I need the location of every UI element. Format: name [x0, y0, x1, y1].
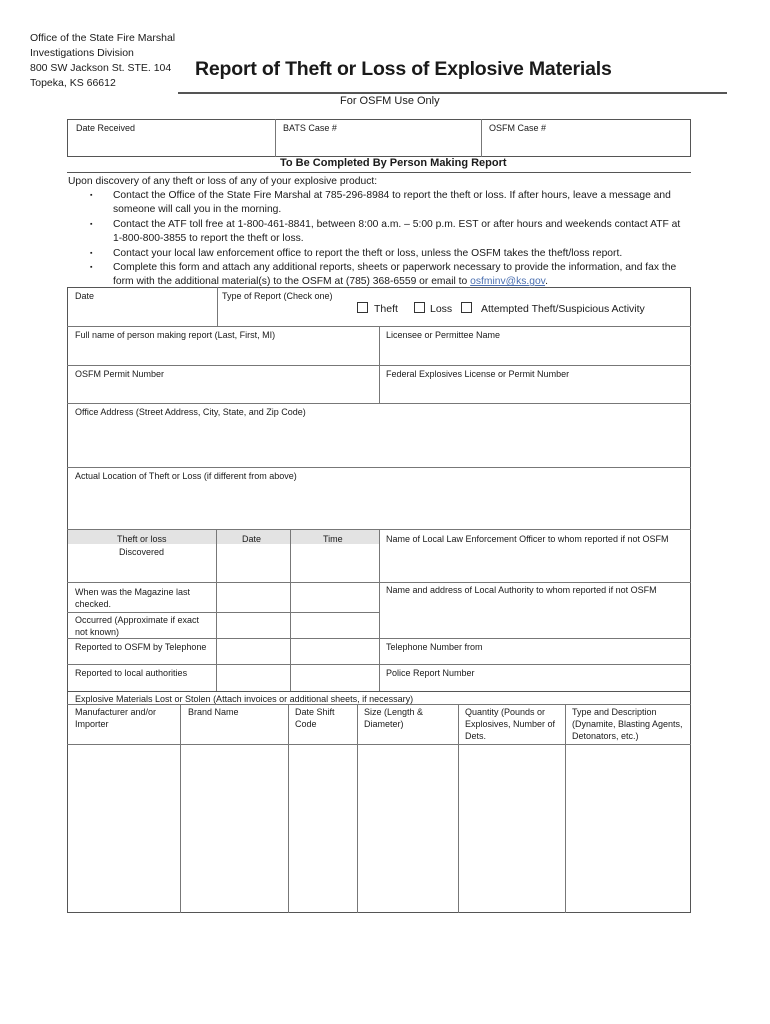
divider [67, 638, 691, 639]
type-description-cell[interactable] [568, 748, 688, 910]
federal-license-label: Federal Explosives License or Permit Number [386, 369, 570, 379]
bullet-icon: ▪ [90, 192, 93, 199]
reported-osfm-time-field[interactable] [294, 641, 375, 661]
office-address-field[interactable] [72, 420, 686, 464]
divider [379, 530, 380, 692]
bats-case-label: BATS Case # [283, 123, 337, 133]
reported-local-label: Reported to local authorities [75, 668, 188, 678]
police-report-field[interactable] [480, 667, 686, 687]
discovered-time-field[interactable] [294, 546, 375, 580]
reported-osfm-label: Reported to OSFM by Telephone [75, 642, 207, 652]
date-label: Date [75, 291, 95, 301]
date-field[interactable] [72, 303, 212, 323]
office-address-label: Office Address (Street Address, City, State, and Zip Code) [75, 407, 306, 417]
instruction-text: Contact your local law enforcement office to report the theft or loss, unless the OSFM takes the theft/loss report. [113, 248, 623, 259]
col-date-label: Date [242, 534, 262, 544]
col-size: Size (Length & Diameter) [364, 707, 424, 729]
address-line: 800 SW Jackson St. STE. 104 [30, 62, 172, 74]
divider [67, 664, 691, 665]
address-line: Investigations Division [30, 47, 134, 59]
theft-label: Theft [374, 303, 398, 315]
divider [217, 287, 218, 327]
divider [458, 704, 459, 913]
email-tail: . [545, 276, 548, 288]
col-manufacturer: Manufacturer and/or Importer [75, 707, 157, 729]
divider [357, 704, 358, 913]
local-authority-label: Name and address of Local Authority to whom reported if not OSFM [386, 585, 657, 595]
magazine-checked-label: When was the Magazine last checked. [75, 587, 191, 609]
bats-case-field[interactable] [283, 140, 477, 154]
bullet-icon: ▪ [90, 221, 93, 228]
col-date-shift-code: Date Shift Code [295, 707, 335, 729]
telephone-from-label: Telephone Number from [386, 642, 483, 652]
osfm-permit-label: OSFM Permit Number [75, 369, 165, 379]
attempted-theft-checkbox[interactable] [461, 302, 472, 313]
col-quantity: Quantity (Pounds or Explosives, Number of Dets. [465, 707, 556, 741]
date-received-field[interactable] [76, 140, 270, 154]
bullet-icon: ▪ [90, 250, 93, 257]
theft-checkbox[interactable] [357, 302, 368, 313]
divider [275, 119, 276, 157]
divider [288, 704, 289, 913]
osfm-use-heading: For OSFM Use Only [340, 95, 440, 107]
divider [481, 119, 482, 157]
instruction-text [113, 261, 688, 289]
reported-local-time-field[interactable] [294, 667, 375, 687]
divider [67, 744, 691, 745]
divider [565, 704, 566, 913]
col-type-description: Type and Description (Dynamite, Blasting Agents, Detonators, etc.) [572, 707, 683, 741]
col-time-label: Time [323, 534, 343, 544]
reported-local-date-field[interactable] [220, 667, 286, 687]
licensee-label: Licensee or Permittee Name [386, 330, 501, 340]
date-received-label: Date Received [76, 123, 136, 133]
loss-label: Loss [430, 303, 453, 315]
materials-heading: Explosive Materials Lost or Stolen (Attach invoices or additional sheets, if necessary) [75, 694, 414, 704]
intro-text: Upon discovery of any theft or loss of any of your explosive product: [68, 176, 378, 187]
local-authority-field[interactable] [384, 598, 686, 634]
magazine-date-field[interactable] [220, 586, 286, 610]
telephone-from-field[interactable] [500, 641, 686, 661]
quantity-cell[interactable] [461, 748, 562, 910]
full-name-field[interactable] [72, 343, 374, 363]
osfm-case-field[interactable] [489, 140, 685, 154]
magazine-time-field[interactable] [294, 586, 375, 610]
attempted-theft-label: Attempted Theft/Suspicious Activity [481, 303, 645, 315]
instruction-text: Contact the Office of the State Fire Marshal at 785-296-8984 to report the theft or loss. If after hours, leave a message and someone will call you in the morning. [113, 190, 671, 216]
office-address-block [30, 31, 175, 91]
reported-osfm-date-field[interactable] [220, 641, 286, 661]
osfm-permit-field[interactable] [72, 382, 374, 402]
osfm-case-label: OSFM Case # [489, 123, 547, 133]
date-shift-code-cell[interactable] [291, 748, 354, 910]
divider [180, 704, 181, 913]
divider [67, 704, 691, 705]
instruction-text: Contact the ATF toll free at 1-800-461-8841, between 8:00 a.m. – 5:00 p.m. EST or after hours and weekends contact ATF at 1-800-800-3855 to report the theft or loss. [113, 219, 681, 245]
page-title: Report of Theft or Loss of Explosive Materials [195, 58, 612, 80]
instruction-body: Complete this form and attach any additional reports, sheets or paperwork necessary to provide the information, and fax the form with the additional material(s) to the OSFM at (785) 368-6559 or email to [113, 262, 677, 288]
theft-or-loss-label: Theft or loss [117, 534, 167, 544]
discovered-label: Discovered [119, 547, 165, 557]
discovered-date-field[interactable] [220, 546, 286, 580]
section-heading: To Be Completed By Person Making Report [280, 157, 507, 169]
local-officer-label: Name of Local Law Enforcement Officer to whom reported if not OSFM [386, 534, 669, 544]
local-officer-field[interactable] [384, 548, 686, 578]
section-rule [67, 172, 691, 173]
size-cell[interactable] [360, 748, 455, 910]
occurred-date-field[interactable] [220, 614, 286, 636]
actual-location-label: Actual Location of Theft or Loss (if different from above) [75, 471, 297, 481]
federal-license-field[interactable] [384, 382, 686, 402]
occurred-time-field[interactable] [294, 614, 375, 636]
licensee-field[interactable] [384, 343, 686, 363]
occurred-label: Occurred (Approximate if exact not known) [75, 615, 200, 637]
divider [290, 530, 291, 692]
divider [216, 530, 217, 692]
actual-location-field[interactable] [72, 484, 686, 526]
divider [67, 467, 691, 468]
col-brand-name: Brand Name [188, 707, 239, 717]
brand-name-cell[interactable] [183, 748, 285, 910]
divider [67, 365, 691, 366]
manufacturer-cell[interactable] [70, 748, 177, 910]
loss-checkbox[interactable] [414, 302, 425, 313]
police-report-label: Police Report Number [386, 668, 475, 678]
divider [67, 612, 380, 613]
bullet-icon: ▪ [90, 264, 93, 271]
report-type-label: Type of Report (Check one) [222, 291, 333, 301]
title-rule [178, 92, 727, 94]
full-name-label: Full name of person making report (Last, First, MI) [75, 330, 276, 340]
divider [67, 582, 691, 583]
email-link[interactable]: osfminv@ks.gov [470, 276, 546, 288]
address-line: Office of the State Fire Marshal [30, 32, 176, 44]
address-line: Topeka, KS 66612 [30, 77, 116, 89]
